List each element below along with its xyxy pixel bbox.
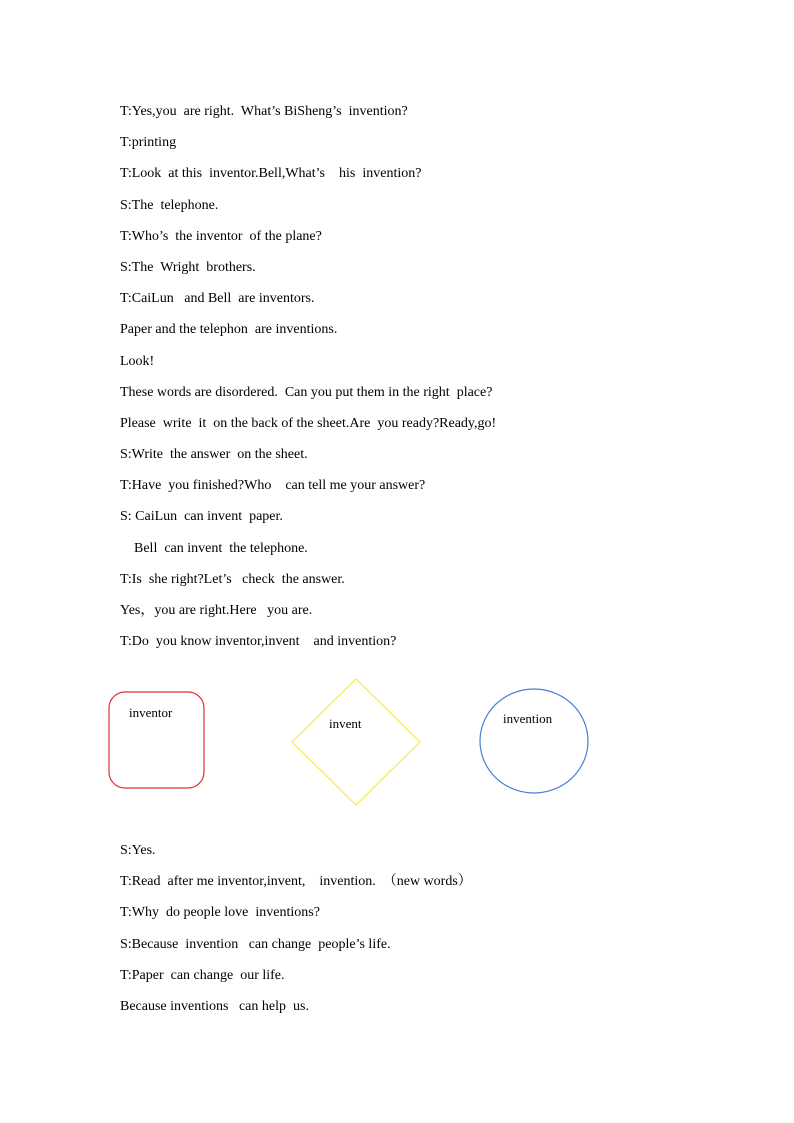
dialogue-line: S: CaiLun can invent paper. <box>120 509 283 525</box>
dialogue-line: T:Have you finished?Who can tell me your answer? <box>120 478 426 494</box>
dialogue-line: Look! <box>120 353 155 369</box>
dialogue-line: T:Look at this inventor.Bell,What’s his invention? <box>120 166 422 182</box>
invent-label: invent <box>329 716 362 731</box>
dialogue-line: T:printing <box>120 135 177 151</box>
dialogue-line: T:Is she right?Let’s check the answer. <box>120 571 345 587</box>
dialogue-line: T:Why do people love inventions? <box>120 905 320 921</box>
dialogue-line: Please write it on the back of the sheet.Are you ready?Ready,go! <box>120 415 497 431</box>
dialogue-line: T:CaiLun and Bell are inventors. <box>120 291 315 307</box>
invention-circle <box>480 689 588 793</box>
invention-label: invention <box>503 711 553 726</box>
dialogue-line: S:The telephone. <box>120 197 219 213</box>
dialogue-line: S:Because invention can change people’s life. <box>120 936 391 952</box>
dialogue-line: T:Do you know inventor,invent and invention? <box>120 634 397 650</box>
dialogue-line: S:The Wright brothers. <box>120 259 256 275</box>
dialogue-line: These words are disordered. Can you put them in the right place? <box>120 384 493 400</box>
dialogue-line: T:Yes,you are right. What’s BiSheng’s invention? <box>120 104 408 119</box>
dialogue-block-bottom <box>120 840 740 1027</box>
dialogue-line: T:Read after me inventor,invent, invention. （new words） <box>120 874 472 890</box>
inventor-label: inventor <box>129 705 173 720</box>
dialogue-line: S:Yes. <box>120 843 156 858</box>
dialogue-line: T:Paper can change our life. <box>120 967 285 983</box>
dialogue-line: T:Who’s the inventor of the plane? <box>120 228 322 244</box>
dialogue-line: Paper and the telephon are inventions. <box>120 322 338 338</box>
dialogue-line: S:Write the answer on the sheet. <box>120 447 308 463</box>
invent-diamond <box>292 679 420 805</box>
dialogue-line: Because inventions can help us. <box>120 998 309 1014</box>
dialogue-line: Yes，you are right.Here you are. <box>120 603 313 618</box>
dialogue-line: Bell can invent the telephone. <box>120 540 308 556</box>
